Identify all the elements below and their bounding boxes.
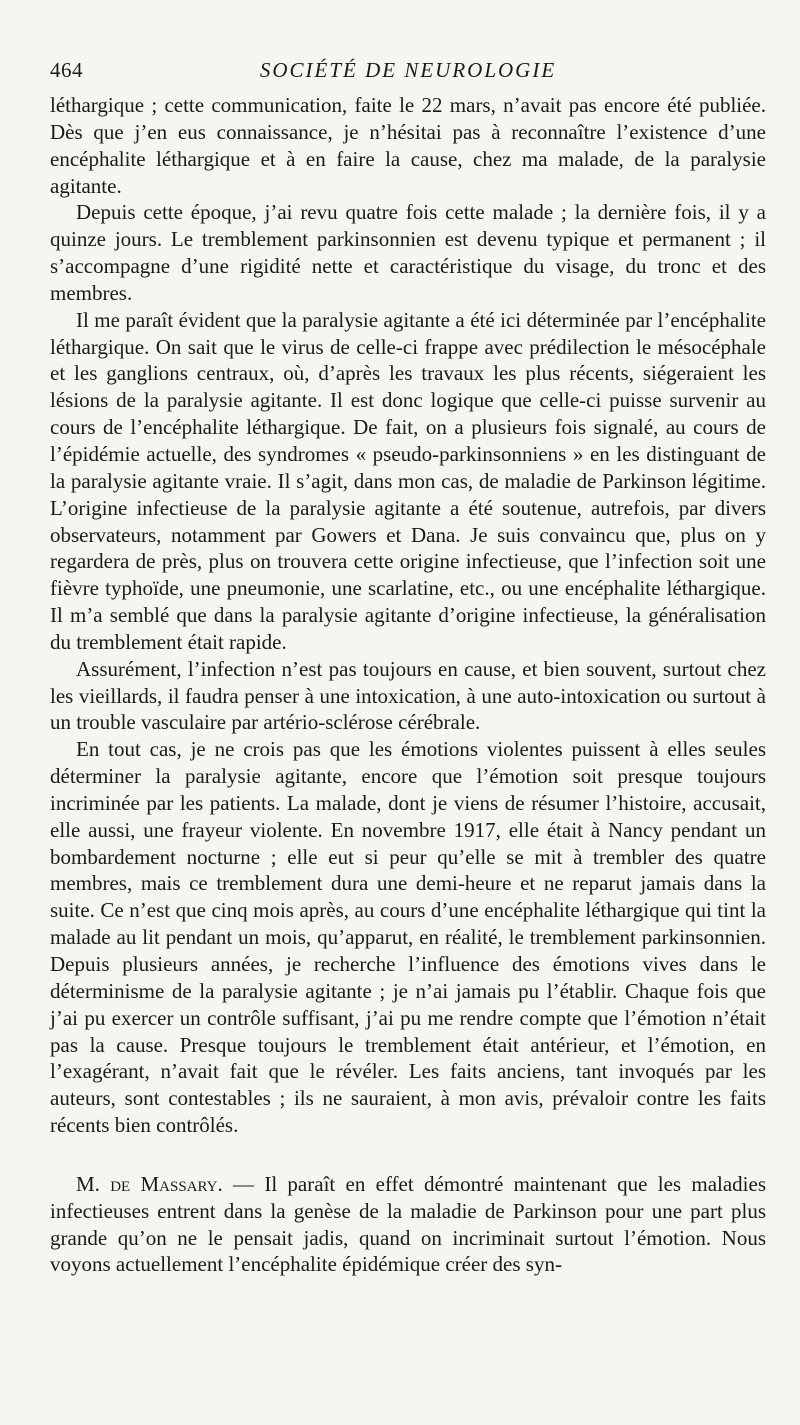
running-head: [50, 56, 766, 92]
paragraph-1: léthargique ; cette communication, faite le 22 mars, n’avait pas encore été publiée. Dès que j’en eus connaissance, je n’hésitai pas à reconnaître l’existence d’une encéphalite léthargique et à en faire la cause, chez ma malade, de la paralysie agitante.: [50, 93, 766, 198]
discussion-paragraph: [50, 1171, 766, 1278]
speaker-separator: —: [222, 1171, 265, 1196]
discussion-section: [50, 1171, 766, 1278]
journal-title: SOCIÉTÉ DE NEUROLOGIE: [259, 58, 557, 82]
paragraph-2: Depuis cette époque, j’ai revu quatre fois cette malade ; la dernière fois, il y a quinze jours. Le tremblement parkinsonnien est devenu typique et permanent ; il s’accompagne d’une rigidité nette et caractéristique du visage, du tronc et des membres.: [50, 200, 766, 305]
paragraph-4: Assurément, l’infection n’est pas toujours en cause, et bien souvent, surtout chez les vieillards, il faudra penser à une intoxication, à une auto-intoxication ou surtout à un trouble vasculaire par artério-sclérose cérébrale.: [50, 656, 766, 735]
paragraph-5: En tout cas, je ne crois pas que les émotions violentes puissent à elles seules déterminer la paralysie agitante, encore que l’émotion soit presque toujours incriminée par les patients. La malade, dont je viens de résumer l’histoire, accusait, elle aussi, une frayeur violente. En novembre 1917, elle était à Nancy pendant un bombardement nocturne ; elle eut si peur qu’elle se mit à trembler des quatre membres, mais ce tremblement dura une demi-heure et ne reparut jamais dans la suite. Ce n’est que cinq mois après, au cours d’une encéphalite léthargique qui tint la malade au lit pendant un mois, qu’apparut, en réalité, le tremblement parkinsonnien. Depuis plusieurs années, je recherche l’influence des émotions vives dans le déterminisme de la paralysie agitante ; je n’ai jamais pu l’établir. Chaque fois que j’ai pu exercer un contrôle suffisant, j’ai pu me rendre compte que l’émotion n’était pas la cause. Presque toujours le tremblement était antérieur, et l’émotion, en l’exagérant, n’avait fait que le révéler. Les faits anciens, tant invoqués par les auteurs, sont contestables ; ils ne sauraient, à mon avis, prévaloir contre les faits récents bien contrôlés.: [50, 737, 766, 1138]
body-text: [50, 92, 766, 1139]
discussion-text: Il paraît en effet démontré maintenant que les maladies infectieuses entrent dans la genèse de la maladie de Parkinson pour une part plus grande qu’on ne le pensait jadis, quand on incriminait surtout l’émotion. Nous voyons actuellement l’encéphalite épidémique créer des syn-: [50, 1171, 766, 1277]
paragraph-3: Il me paraît évident que la paralysie agitante a été ici déterminée par l’encéphalite léthargique. On sait que le virus de celle-ci frappe avec prédilection le mésocéphale et les ganglions centraux, où, d’après les travaux les plus récents, siégeraient les lésions de la paralysie agitante. Il est donc logique que celle-ci puisse survenir au cours de l’encéphalite léthargique. De fait, on a plusieurs fois signalé, au cours de l’épidémie actuelle, des syndromes « pseudo-parkinsonniens » en les distinguant de la paralysie agitante vraie. Il s’agit, dans mon cas, de maladie de Parkinson légitime. L’origine infectieuse de la paralysie agitante a été soutenue, autrefois, par divers observateurs, notamment par Gowers et Dana. Je suis convaincu que, plus on y regardera de près, plus on trouvera cette origine infectieuse, que l’infection soit une fièvre typhoïde, une pneumonie, une scarlatine, etc., ou une encéphalite léthargique. Il m’a semblé que dans la paralysie agitante d’origine infectieuse, la généralisation du tremblement était rapide.: [50, 307, 766, 654]
page-number: 464: [50, 58, 83, 82]
speaker-name: M. de Massary.: [76, 1171, 223, 1196]
